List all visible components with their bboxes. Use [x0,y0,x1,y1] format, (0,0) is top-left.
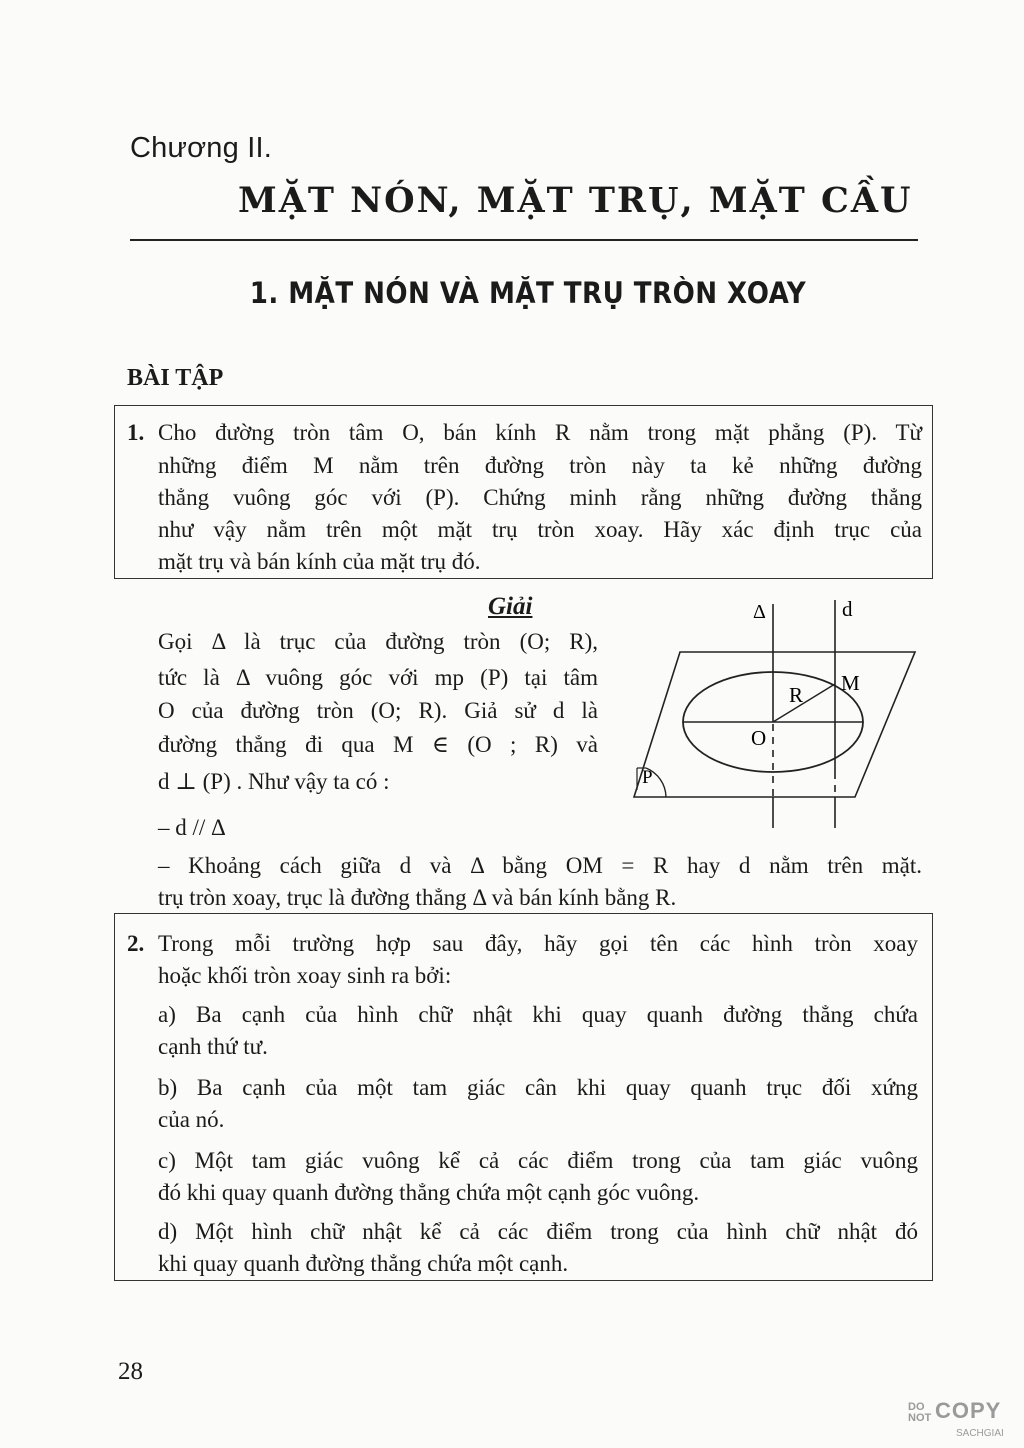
page-number: 28 [118,1358,143,1385]
label-m: M [841,671,860,695]
exercise-1-line: mặt trụ và bán kính của mặt trụ đó. [158,549,481,574]
watermark-do-not: DO NOT [908,1401,932,1424]
exercise-2-item-a-line: cạnh thứ tư. [158,1034,268,1059]
watermark [908,1400,1012,1442]
solution-line: O của đường tròn (O; R). Giả sử d là [158,698,598,723]
plane-p [634,652,915,797]
exercise-2-intro-line: hoặc khối tròn xoay sinh ra bởi: [158,963,452,988]
exercise-2-item-a-line: a) Ba cạnh của hình chữ nhật khi quay quanh đường thẳng chứa [158,1002,918,1027]
exercises-heading: BÀI TẬP [127,365,224,391]
solution-bullet-2-line: – Khoảng cách giữa d và Δ bằng OM = R hay d nằm trên mặt. [158,853,922,878]
exercise-1-line: những điểm M nằm trên đường tròn này ta kẻ những đường [158,453,922,478]
label-r: R [789,683,804,707]
exercise-2-item-c-line: c) Một tam giác vuông kể cả các điểm trong của tam giác vuông [158,1148,918,1173]
label-d: d [842,597,853,621]
exercise-2-item-d-line: d) Một hình chữ nhật kể cả các điểm trong của hình chữ nhật đó [158,1219,918,1244]
solution-bullet-1: – d // Δ [158,815,226,840]
solution-heading: Giải [488,593,533,620]
exercise-2-number: 2. [127,931,145,956]
exercise-2-item-b-line: của nó. [158,1107,225,1132]
exercise-2-intro-line: Trong mỗi trường hợp sau đây, hãy gọi tên các hình tròn xoay [158,931,918,956]
chapter-title: MẶT NÓN, MẶT TRỤ, MẶT CẦU [238,180,913,221]
exercise-1-line: Cho đường tròn tâm O, bán kính R nằm trong mặt phẳng (P). Từ [158,420,922,445]
exercise-2-item-b-line: b) Ba cạnh của một tam giác cân khi quay quanh trục đối xứng [158,1075,918,1100]
solution-line: tức là Δ vuông góc với mp (P) tại tâm [158,665,598,690]
solution-bullet-2-line: trụ tròn xoay, trục là đường thẳng Δ và bán kính bằng R. [158,885,677,910]
solution-line: Gọi Δ là trục của đường tròn (O; R), [158,629,598,654]
cylinder-axis-figure [620,592,930,842]
watermark-brand: SACHGIAI [956,1428,1004,1439]
radius-om [773,684,835,722]
label-delta: Δ [753,601,766,623]
section-title: 1. MẶT NÓN VÀ MẶT TRỤ TRÒN XOAY [249,276,807,310]
exercise-2-item-c-line: đó khi quay quanh đường thẳng chứa một cạnh góc vuông. [158,1180,700,1205]
exercise-2-item-d-line: khi quay quanh đường thẳng chứa một cạnh. [158,1251,569,1276]
solution-line: đường thẳng đi qua M ∈ (O ; R) và [158,732,598,757]
chapter-label: Chương II. [130,132,272,164]
watermark-copy: COPY [935,1398,1002,1423]
exercise-1-line: như vậy nằm trên một mặt trụ tròn xoay. Hãy xác định trục của [158,517,922,542]
chapter-divider [130,239,918,241]
label-p: P [642,767,653,788]
solution-line: d ⊥ (P) . Như vậy ta có : [158,769,390,794]
label-o: O [751,726,767,750]
exercise-1-number: 1. [127,420,145,445]
exercise-1-line: thẳng vuông góc với (P). Chứng minh rằng những đường thẳng [158,485,922,510]
